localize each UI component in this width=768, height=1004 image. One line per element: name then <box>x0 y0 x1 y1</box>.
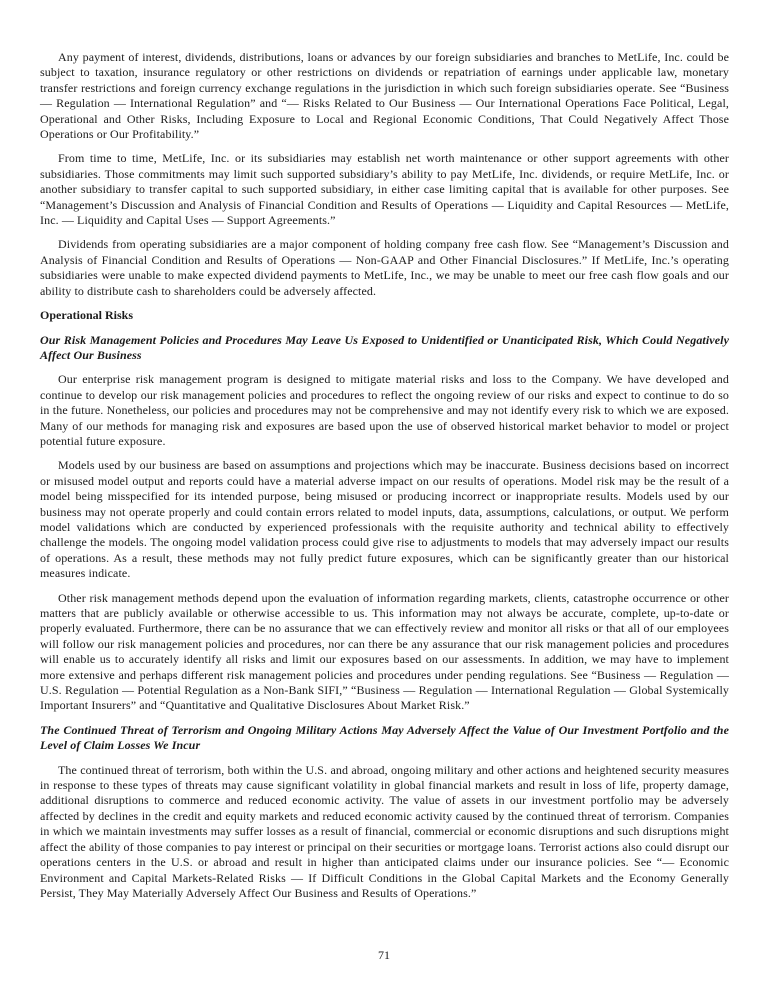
paragraph-dividends-free-cash-flow: Dividends from operating subsidiaries are a major component of holding company free cash flow. See “Management’s Discussion and Analysis of Financial Condition and Results of Operations — Non-GAAP and Other Financial Disclosures.” If MetLife, Inc.’s operating subsidiaries were unable to make expected dividend payments to MetLife, Inc., we may be unable to meet our free cash flow goals and our ability to distribute cash to shareholders could be adversely affected. <box>40 237 729 298</box>
paragraph-support-agreements: From time to time, MetLife, Inc. or its subsidiaries may establish net worth maintenance or other support agreements with other subsidiaries. Those commitments may limit such supported subsidiary’s ability to pay MetLife, Inc. dividends, or require MetLife, Inc. or another subsidiary to transfer capital to such supported subsidiary, in either case limiting capital that is available for other purposes. See “Management’s Discussion and Analysis of Financial Condition and Results of Operations — Liquidity and Capital Resources — MetLife, Inc. — Liquidity and Capital Uses — Support Agreements.” <box>40 151 729 228</box>
paragraph-enterprise-risk-management: Our enterprise risk management program is designed to mitigate material risks and loss to the Company. We have developed and continue to develop our risk management policies and procedures to reflect the ongoing review of our risks and expect to continue to do so in the future. Nonetheless, our policies and procedures may not be comprehensive and may not identify every risk to which we are exposed. Many of our methods for managing risk and exposures are based upon the use of observed historical market behavior to model or project potential future exposure. <box>40 372 729 448</box>
paragraph-model-risk: Models used by our business are based on assumptions and projections which may be inaccurate. Business decisions based on incorrect or misused model output and reports could have a material adverse impact on our results of operations. Model risk may be the result of a model being misspecified for its intended purpose, being misused or producing incorrect or inappropriate results. Models used by our business may not operate properly and could contain errors related to model inputs, data, assumptions, calculations, or output. We perform model validations which are conducted by experienced professionals with the requisite authority and technical ability to effectively challenge the models. The ongoing model validation process could give rise to adjustments to models that may adversely impact our results of operations. As a result, these methods may not fully predict future exposures, which can be significantly greater than our historical measures indicate. <box>40 458 729 581</box>
paragraph-terrorism-threat: The continued threat of terrorism, both within the U.S. and abroad, ongoing military and other actions and heightened security measures in response to these types of threats may cause significant volatility in global financial markets and result in loss of life, property damage, additional disruptions to commerce and reduced economic activity. The value of assets in our investment portfolio may be adversely affected by declines in the credit and equity markets and reduced economic activity caused by the continued threat of terrorism. Companies in which we maintain investments may suffer losses as a result of financial, commercial or economic disruptions and such disruptions might affect the ability of those companies to pay interest or principal on their securities or mortgage loans. Terrorist actions also could disrupt our operations centers in the U.S. or abroad and result in higher than anticipated claims under our insurance policies. See “— Economic Environment and Capital Markets-Related Risks — If Difficult Conditions in the Global Capital Markets and the Economy Generally Persist, They May Materially Adversely Affect Our Business and Results of Operations.” <box>40 762 729 900</box>
risk-heading-terrorism: The Continued Threat of Terrorism and Ongoing Military Actions May Adversely Affect the Value of Our Investment Portfolio and the Level of Claim Losses We Incur <box>40 722 729 753</box>
page-content <box>40 50 729 910</box>
section-heading-operational-risks: Operational Risks <box>40 308 134 323</box>
paragraph-other-risk-methods: Other risk management methods depend upon the evaluation of information regarding markets, clients, catastrophe occurrence or other matters that are publicly available or otherwise accessible to us. This information may not always be accurate, complete, up-to-date or properly evaluated. Furthermore, there can be no assurance that we can effectively review and monitor all risks or that all of our employees will follow our risk management policies and procedures, nor can there be any assurance that our risk management policies and procedures will enable us to accurately identify all risks and limit our exposures based on our assessments. In addition, we may have to implement more extensive and perhaps different risk management policies and procedures under pending regulations. See “Business — Regulation — U.S. Regulation — Potential Regulation as a Non-Bank SIFI,” “Business — Regulation — International Regulation — Global Systemically Important Insurers” and “Quantitative and Qualitative Disclosures About Market Risk.” <box>40 590 729 713</box>
page-number: 71 <box>378 948 390 962</box>
risk-heading-risk-management: Our Risk Management Policies and Procedures May Leave Us Exposed to Unidentified or Unanticipated Risk, Which Could Negatively Affect Our Business <box>40 332 729 362</box>
paragraph-foreign-subsidiaries: Any payment of interest, dividends, distributions, loans or advances by our foreign subsidiaries and branches to MetLife, Inc. could be subject to taxation, insurance regulatory or other restrictions on dividends or repatriation of earnings under applicable law, monetary transfer restrictions and foreign currency exchange regulations in the jurisdiction in which such foreign subsidiaries operate. See “Business — Regulation — International Regulation” and “— Risks Related to Our Business — Our International Operations Face Political, Legal, Operational and Other Risks, Including Exposure to Local and Regional Economic Conditions, That Could Negatively Affect Those Operations or Our Profitability.” <box>40 50 729 142</box>
